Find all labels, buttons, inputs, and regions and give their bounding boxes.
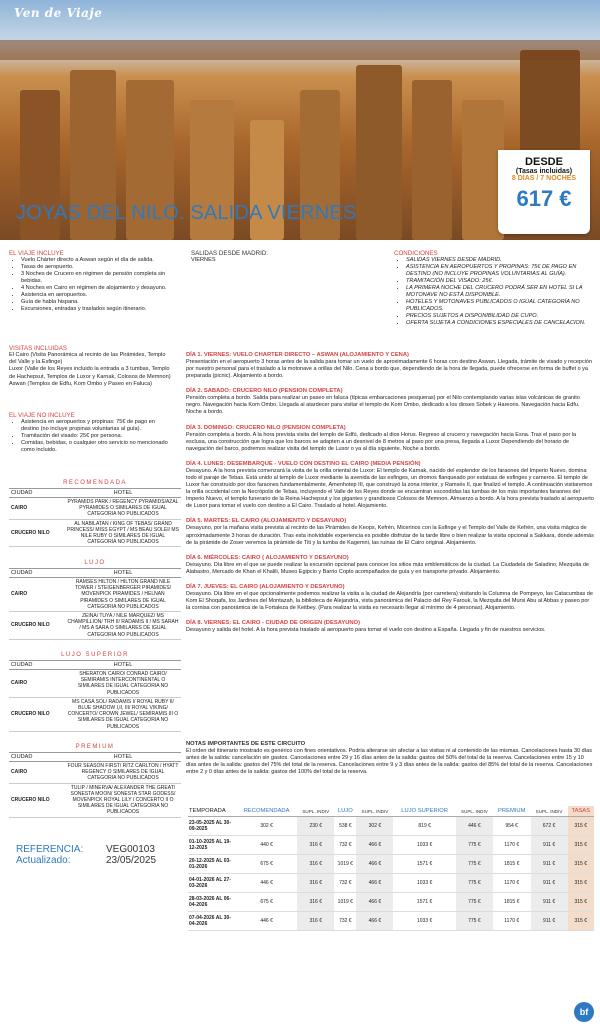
list-item: • TRAMITACIÓN DEL VISADO: 25€.: [406, 278, 594, 285]
table-row: [9, 578, 181, 612]
price-table: [188, 806, 594, 931]
price-cell: 775 €: [456, 874, 493, 893]
list-item: • Asistencia en aeropuertos y propinas: 75€ de pago en destino (no incluye propinas voluntarias al guía).: [21, 419, 174, 433]
hotel-city: CRUCERO NILO: [9, 612, 65, 640]
hotel-name: AL NABILATAN / KING OF TEBAS/ GRAND PRINCESS/ MISS EGYPT / MS BEAU SOLEI/ MS NILE RUBY O SIMILARES DE IGUAL CATEGORIA NO PUBLICADOS: [65, 519, 181, 547]
brand-logo: Ven de Viaje: [14, 6, 103, 20]
viaje-incluye-heading: EL VIAJE INCLUYE: [9, 250, 64, 257]
list-item: • Tasas de aeropuerto.: [21, 264, 174, 271]
notas: [186, 741, 594, 784]
day-title: DÍA 7. JUEVES: EL CAIRO (ALOJAMIENTO Y DESAYUNO): [186, 583, 345, 590]
salidas-heading: SALIDAS DESDE MADRID:: [191, 250, 269, 257]
price-cell: 954 €: [493, 817, 531, 836]
hotel-city: CRUCERO NILO: [9, 697, 65, 731]
temporada-cell: 28-03-2026 AL 06-04-2026: [188, 893, 236, 912]
ref-label: REFERENCIA:: [16, 844, 84, 855]
price-cell: 538 €: [334, 817, 356, 836]
hotel-name: SHERATON CAIRO/ CONRAD CAIRO/ SEMIRAMIS INTERCONTINENTAL O SIMILARES DE IGUAL CATEGORIA NO PUBLICADOS: [65, 670, 181, 698]
price-value: 617 €: [516, 186, 572, 211]
price-cell: 466 €: [356, 836, 393, 855]
day-text: Desayuno. Día libre en el que opcionalmente podemos realizar la visita a la ciudad de Alejandría (por carretera) visitando la Columna de Pompeyo, las Catacumbas de Kom El Shoqafa, los Jardines del Montazah, la biblioteca de Alejandría, vista panorámica del Palacio del Rey Farouk, la Mezquita del Mursi Abu al Abbas y paseo por la cornisa con panorámica de la Fortaleza de Keitbey. (Para realizar la visita es necesario llegar al mínimo de 4 personas). Alojamiento.: [186, 590, 593, 612]
table-row: [9, 670, 181, 698]
price-desde: DESDE: [525, 156, 563, 168]
price-cell: 1571 €: [393, 855, 456, 874]
day-text: Desayuno. Día libre en el que se puede realizar la excursión opcional para conocer los sitios más emblemáticos de la ciudad. La Ciudadela de Saladino, Mezquita de Alabastro, Mercado de Khan el Khalili, Museo Egipcio y Barrio Copto acompañados de guía y en transporte privado. Alojamiento.: [186, 561, 589, 575]
list-item: • LA PRIMERA NOCHE DEL CRUCERO PODRÁ SER EN HOTEL SI LA MOTONAVE NO ESTÁ DISPONIBLE.: [406, 285, 594, 299]
price-cell: 911 €: [531, 874, 568, 893]
price-cell: 911 €: [531, 836, 568, 855]
th-supl-2: SUPL. INDIV: [356, 806, 393, 817]
hotel-city: CAIRO: [9, 498, 65, 520]
day-text: Presentación en el aeropuerto 3 horas antes de la salida para tomar un vuelo de aproximadamente 6 horas con destino Aswan. Llegada, trámite de visado y recepción por nuestro personal para el traslado a la motonave a orillas del Nilo. Cena a bordo que, dependiendo de la hora de llegada, puede ofrecerse en forma de buffet o ya preparada (picnic). Alojamiento a bordo.: [186, 359, 593, 380]
day-6: [186, 555, 594, 576]
price-cell: 1033 €: [393, 912, 456, 931]
day-title: DÍA 1. VIERNES: VUELO CHARTER DIRECTO – ASWAN (ALOJAMIENTO Y CENA): [186, 352, 409, 358]
table-row: [188, 912, 594, 931]
th-supl-3: SUPL. INDIV: [456, 806, 493, 817]
price-cell: 911 €: [531, 912, 568, 931]
day-text: Desayuno, por la mañana visita prevista al recinto de las Pirámides de Keops, Kefrén, Micerinos con la Esfinge y el Templo del Valle de Kefrén, una visita mágica de aproximadamente 3 horas de duración. Tras esta inolvidable experiencia es posible disfrutar de la tarde libre o bien realizar la visita opcional a Sakkara, donde además de la pirámide de Zoser veremos la pirámide de Titi y la tumba de Kagemni, las ruinas de El Cairo original. Alojamiento.: [186, 525, 594, 546]
temporada-cell: 20-12-2025 AL 03-01-2026: [188, 855, 236, 874]
price-cell: 775 €: [456, 855, 493, 874]
viaje-incluye: [9, 250, 174, 313]
price-cell: 315 €: [568, 874, 594, 893]
price-cell: 775 €: [456, 836, 493, 855]
table-row: [9, 783, 181, 817]
day-5: [186, 518, 594, 546]
notas-heading: NOTAS IMPORTANTES DE ESTE CIRCUITO: [186, 741, 306, 747]
viaje-no-incluye: [9, 412, 174, 454]
price-cell: 732 €: [334, 912, 356, 931]
day-8: [186, 620, 594, 634]
hotel-table: [9, 752, 181, 818]
day-title: DÍA 2. SABADO: CRUCERO NILO (PENSION COMPLETA): [186, 388, 343, 395]
price-cell: 672 €: [531, 817, 568, 836]
bf-logo: bf: [574, 1002, 594, 1022]
price-cell: 1815 €: [493, 893, 531, 912]
reference: [16, 844, 156, 866]
day-3: [186, 425, 594, 453]
list-item: • SALIDAS VIERNES DESDE MADRID.: [406, 257, 594, 264]
price-cell: 466 €: [356, 874, 393, 893]
hotel-category-0: [9, 480, 181, 547]
hotel-name: FOUR SEASON FIRST/ RITZ CARLTON / HYATT REGENCY O SIMILARES DE IGUAL CATEGORIA NO PUBLICADOS: [65, 762, 181, 784]
price-cell: 1033 €: [393, 874, 456, 893]
list-item: • Comidas, bebidas, o cualquier otro servicio no mencionado como incluido.: [21, 440, 174, 454]
price-cell: 466 €: [356, 893, 393, 912]
price-cell: 316 €: [297, 836, 334, 855]
salidas: [191, 250, 371, 264]
day-title: DÍA 4. LUNES: DESEMBARQUE - VUELO CON DESTINO EL CAIRO (MEDIA PENSIÓN): [186, 460, 421, 467]
day-1: [186, 352, 594, 380]
page-title: JOYAS DEL NILO. SALIDA VIERNES: [16, 202, 357, 224]
th-tasas: TASAS: [568, 806, 594, 817]
price-cell: 675 €: [236, 855, 297, 874]
condiciones-heading: CONDICIONES: [394, 250, 438, 257]
table-row: [9, 612, 181, 640]
price-cell: 316 €: [297, 893, 334, 912]
day-text: Pensión completa a bordo. Salida para realizar un paseo en faluca (típicas embarcaciones pesqueras) por el Nilo contemplando varias islas volcánicas de granito negro. Navegación hacia Kom Ombo. Llegada al atardecer para visitar el templo de Kom Ombo, dedicado a los dioses Sobek y Hareoris. Navegación hacia Edfu. Noche a bordo.: [186, 395, 580, 416]
updated-value: 23/05/2025: [106, 855, 157, 866]
day-text: Desayuno y salida del hotel. A la hora prevista traslado al aeropuerto para tomar el vuelo con destino a España. Llegada y fin de nuestros servicios.: [186, 627, 546, 634]
list-item: • ASISTENCIA EN AEROPUERTOS Y PROPINAS: 75€ DE PAGO EN DESTINO (NO INCLUYE PROPINAS VOLUNTARIAS AL GUÍA).: [406, 264, 594, 278]
day-title: DÍA 8. VIERNES: EL CAIRO - CIUDAD DE ORIGEN (DESAYUNO): [186, 620, 361, 627]
price-cell: 466 €: [356, 912, 393, 931]
th-hotel: HOTEL: [65, 753, 181, 762]
th-hotel: HOTEL: [65, 489, 181, 498]
hotel-table: [9, 660, 181, 732]
price-cell: 775 €: [456, 893, 493, 912]
hotel-category-1: [9, 560, 181, 640]
table-row: [188, 874, 594, 893]
table-row: [9, 762, 181, 784]
hotel-name: PYRAMIDS PARK / REGENCY PYRAMIDS/AZAL PYRAMIDES O SIMILARES DE IGUAL CATEGORIA NO PUBLICADOS: [65, 498, 181, 520]
price-box: [498, 150, 590, 234]
day-title: DÍA 3. DOMINGO: CRUCERO NILO (PENSION COMPLETA): [186, 424, 346, 431]
temporada-cell: 23-05-2025 AL 30-09-2025: [188, 817, 236, 836]
table-row: [9, 697, 181, 731]
table-row: [9, 498, 181, 520]
price-cell: 819 €: [393, 817, 456, 836]
visitas-heading: VISITAS INCLUIDAS: [9, 345, 67, 352]
list-item: • Guía de habla hispana.: [21, 299, 174, 306]
price-cell: 1170 €: [493, 912, 531, 931]
hotel-name: RAMSES HILTON / HILTON GRAND NILE TOWER / STEIGENBERGER PIRAMIDES/ MOVENPICK PIRAMIDES / HELNAN PIRAMIDES O SIMILARES DE IGUAL CATEGORIA NO PUBLICADOS: [65, 578, 181, 612]
price-cell: 302 €: [236, 817, 297, 836]
price-cell: 732 €: [334, 874, 356, 893]
day-text: Desayuno. A la hora prevista comenzará la visita de la orilla oriental de Luxor: El templo de Karnak, nacido del esplendor de los faraones del Imperio Nuevo, domina todo el paraje de Tebas. Está unido al templo de Luxor mediante la avenida de las esfinges, un dromos flanqueado por estatuas de esfinges y carneros. El templo de Luxor fue construido por dos faraones fundamentalmente, Amenhotep III, que construyó la zona interior, y Ramsés II, que finalizó el templo. A continuación visitaremos la orilla occidental con la Necrópolis de Tebas, incluyendo el Valle de los Reyes donde se encuentran escondidas las tumbas de los más importantes faraones del Imperio Nuevo, el templo funerario de la Reina Hachepsut y los gigantes y grandiosos Colosos de Memnon. Almuerzo a bordo. A la hora prevista traslado al aeropuerto de Luxor para tomar el vuelo con destino a El Cairo. Traslado al hotel. Alojamiento.: [186, 467, 594, 510]
ref-value: VEG00103: [106, 844, 155, 855]
viaje-incluye-list: [9, 257, 174, 313]
price-cell: 446 €: [236, 874, 297, 893]
price-cell: 440 €: [236, 836, 297, 855]
hotel-name: TULIP / MINERVA/ ALEXANDER THE GREAT/ SONESTA MOON/ SONESTA STAR GODESS/ MOVENPICK ROYAL LILY / CONCERTO II O SIMILARES DE IGUAL CATEGORIA NO PUBLICADOS: [65, 783, 181, 817]
hotel-table: [9, 488, 181, 547]
price-cell: 1170 €: [493, 874, 531, 893]
list-item: • PRECIOS SUJETOS A DISPONIBILIDAD DE CUPO.: [406, 313, 594, 320]
visitas-text: El Cairo (Visita Panorámica al recinto de las Pirámides, Templo del Valle y la Esfinge) Luxor (Valle de los Reyes incluido la entrada a 3 tumbas, Templo de Hachepsut, Templos de Luxor y Karnak, Colosos de Memnon) Aswan (Templos de Edfu, Kom Ombo y Paseo en Faluca): [9, 352, 171, 387]
price-cell: 315 €: [568, 855, 594, 874]
hotel-name: ZEINA/ TUYA / NILE MARQUEZ/ MS CHAMPILLION/ TRH II/ RADAMIS II / MS SARAH / MS A SARA O SIMILARES DE IGUAL CATEGORIA NO PUBLICADOS: [65, 612, 181, 640]
hotel-category-3: [9, 744, 181, 818]
no-incluye-heading: EL VIAJE NO INCLUYE: [9, 412, 75, 419]
temporada-cell: 07-04-2026 AL 30-04-2026: [188, 912, 236, 931]
price-cell: 1815 €: [493, 855, 531, 874]
hotel-category-title: LUJO SUPERIOR: [61, 652, 129, 658]
price-cell: 230 €: [297, 817, 334, 836]
th-ciudad: CIUDAD: [9, 753, 65, 762]
table-row: [188, 817, 594, 836]
day-7: [186, 584, 594, 612]
th-supl-1: SUPL. INDIV: [297, 806, 334, 817]
table-row: [9, 519, 181, 547]
price-cell: 446 €: [236, 912, 297, 931]
price-cell: 315 €: [568, 893, 594, 912]
th-recomendada: RECOMENDADA: [236, 806, 297, 817]
list-item: • 4 Noches en Cairo en régimen de alojamiento y desayuno.: [21, 285, 174, 292]
hotel-category-title: RECOMENDADA: [63, 480, 127, 486]
day-text: Pensión completa a bordo. A la hora prevista visita del templo de Edfú, dedicado al dios Horus. Regreso al crucero y navegación hacia Esna. Tras el paso por la esclusa, una construcción que logra que los barcos se adapten a un desnivel de 8 metros al paso por una presa, llegada a Luxor Dependiendo del horario de navegación del barco, podremos realizar visita del templo de Luxor o ya al día siguiente. Noche a bordo.: [186, 431, 577, 452]
salidas-text: VIERNES: [191, 257, 216, 263]
price-cell: 316 €: [297, 874, 334, 893]
day-title: DÍA 6. MIÉRCOLES: CAIRO ( ALOJAMIENTO Y DESAYUNO): [186, 554, 349, 561]
condiciones-list: [394, 257, 594, 327]
th-ciudad: CIUDAD: [9, 569, 65, 578]
day-title: DÍA 5. MARTES: EL CAIRO (ALOJAMIENTO Y DESAYUNO): [186, 518, 347, 525]
th-ciudad: CIUDAD: [9, 489, 65, 498]
price-cell: 315 €: [568, 912, 594, 931]
list-item: • Asistencia en aeropuertos.: [21, 292, 174, 299]
table-row: [188, 855, 594, 874]
price-cell: 775 €: [456, 912, 493, 931]
th-supl-4: SUPL. INDIV: [531, 806, 568, 817]
hotel-city: CAIRO: [9, 762, 65, 784]
visitas-incluidas: [9, 345, 174, 388]
price-cell: 1033 €: [393, 836, 456, 855]
condiciones: [394, 250, 594, 327]
th-hotel: HOTEL: [65, 569, 181, 578]
hotel-category-2: [9, 652, 181, 732]
price-cell: 315 €: [568, 817, 594, 836]
hotel-city: CAIRO: [9, 578, 65, 612]
hotel-category-title: LUJO: [84, 560, 106, 566]
table-row: [188, 893, 594, 912]
price-cell: 1571 €: [393, 893, 456, 912]
price-dias: 8 DÍAS / 7 NOCHES: [511, 175, 577, 182]
table-row: [188, 836, 594, 855]
hotel-city: CRUCERO NILO: [9, 519, 65, 547]
itinerary: [186, 352, 594, 642]
price-cell: 1170 €: [493, 836, 531, 855]
price-cell: 302 €: [356, 817, 393, 836]
day-2: [186, 388, 594, 416]
price-cell: 316 €: [297, 855, 334, 874]
hotel-name: MS CASA SOL/ RADAMIS I/ ROYAL RUBY II/ BLUE SHADOW I,II, III/ ROYAL VIKING/ CONCERTO/ CROWN JEWEL/ SEMIRAMIS III O SIMILARES DE IGUAL CATEGORIA NO PUBLICADOS: [65, 697, 181, 731]
list-item: • 3 Noches de Crucero en régimen de pensión completa sin bebidas.: [21, 271, 174, 285]
price-cell: 1019 €: [334, 855, 356, 874]
th-ciudad: CIUDAD: [9, 661, 65, 670]
th-premium: PREMIUM: [493, 806, 531, 817]
temporada-cell: 01-10-2025 AL 19-12-2025: [188, 836, 236, 855]
day-4: [186, 461, 594, 511]
price-cell: 466 €: [356, 855, 393, 874]
price-cell: 911 €: [531, 855, 568, 874]
price-cell: 1019 €: [334, 893, 356, 912]
list-item: • HOTELES Y MOTONAVES PUBLICADOS O IGUAL CATEGORÍA NO PUBLICADOS.: [406, 299, 594, 313]
price-cell: 315 €: [568, 836, 594, 855]
th-hotel: HOTEL: [65, 661, 181, 670]
price-cell: 446 €: [456, 817, 493, 836]
hotel-city: CRUCERO NILO: [9, 783, 65, 817]
price-cell: 911 €: [531, 893, 568, 912]
th-lujo-superior: LUJO SUPERIOR: [393, 806, 456, 817]
list-item: • Tramitación del visado: 25€ por persona.: [21, 433, 174, 440]
notas-text: El orden del itinerario mostrado es genérico con fines orientativos. Podría alterarse sin afectar a las visitas ni al contenido de las mismas. Cancelaciones hasta 30 días antes de la salida: cancelación sin gastos. Cancelaciones entre 29 y 16 días antes de la salida: gastos del 50% del total de la reserva. Cancelaciones entre 15 y 10 días antes de la salida: gastos del 75% del total de la reserva. Cancelaciones entre 9 y 3 días antes de la salida: gastos del 85% del total de la reserva. Cancelaciones entre 2 y 0 días antes de la salida: gastos del 100% del total de la reserva.: [186, 748, 593, 776]
price-cell: 316 €: [297, 912, 334, 931]
updated-label: Actualizado:: [16, 855, 71, 866]
list-item: • OFERTA SUJETA A CONDICIONES ESPECIALES DE CANCELACION.: [406, 320, 594, 327]
price-cell: 732 €: [334, 836, 356, 855]
hotel-table: [9, 568, 181, 640]
list-item: • Excursiones, entradas y traslados según itinerario.: [21, 306, 174, 313]
hotel-city: CAIRO: [9, 670, 65, 698]
temporada-cell: 04-01-2026 AL 27-03-2026: [188, 874, 236, 893]
price-tasas: (Tasas incluidas): [515, 168, 573, 175]
no-incluye-list: [9, 419, 174, 454]
price-cell: 675 €: [236, 893, 297, 912]
hotel-category-title: PREMIUM: [75, 744, 115, 750]
th-lujo: LUJO: [334, 806, 356, 817]
list-item: • Vuelo Chárter directo a Aswan según el día de salida.: [21, 257, 174, 264]
th-temporada: TEMPORADA: [188, 806, 236, 817]
